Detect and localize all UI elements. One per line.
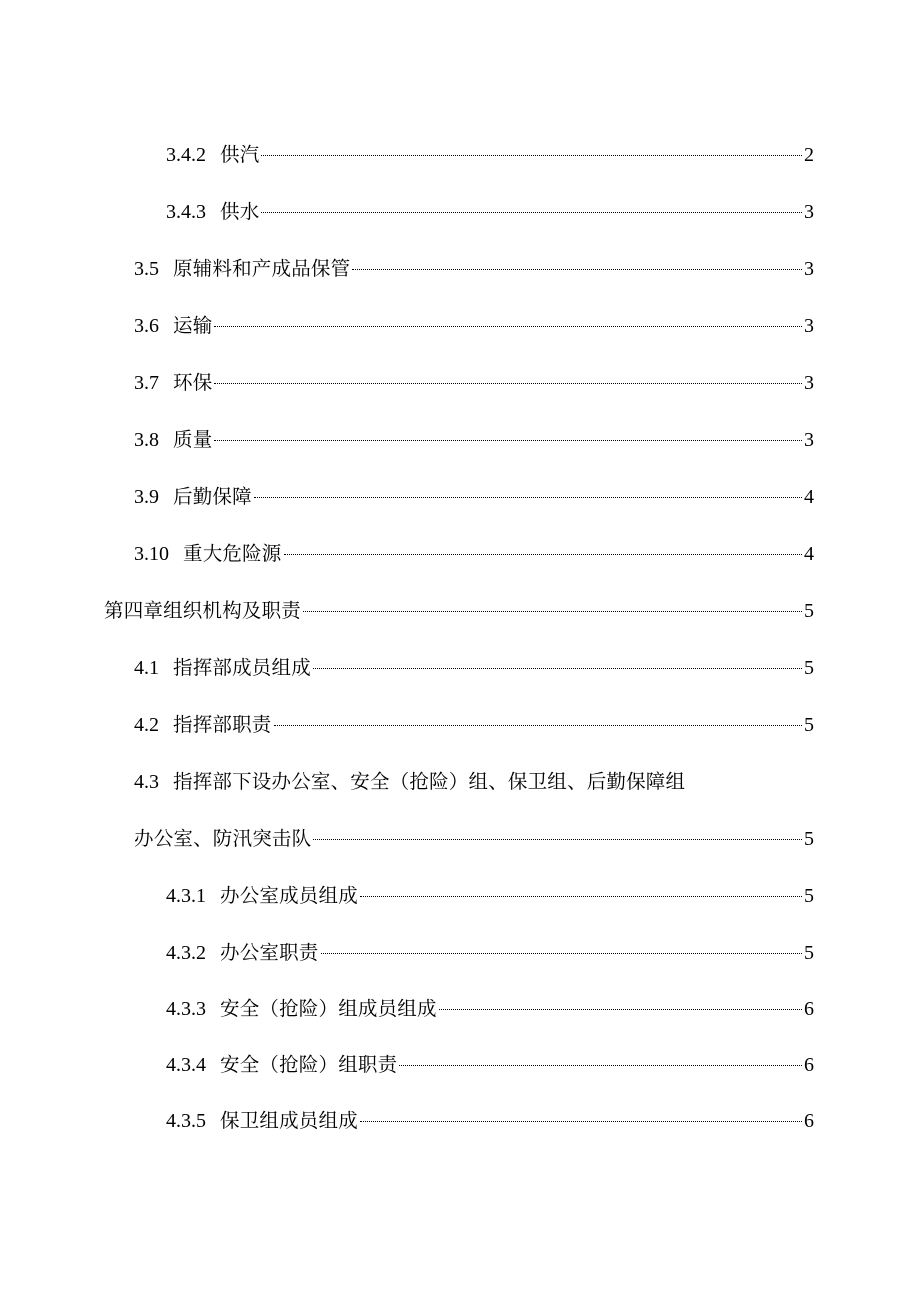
toc-entry-title: 指挥部下设办公室、安全（抢险）组、保卫组、后勤保障组 xyxy=(173,770,686,793)
toc-dot-leader xyxy=(214,326,802,327)
toc-entry-page: 5 xyxy=(804,714,814,736)
toc-entry-3-7[interactable] xyxy=(134,368,814,398)
toc-entry-4-2[interactable] xyxy=(134,710,814,740)
toc-entry-number: 4.3.4 xyxy=(166,1054,206,1076)
toc-entry-title: 供水 xyxy=(220,200,260,223)
toc-entry-number: 4.1 xyxy=(134,657,159,679)
toc-entry-title: 办公室成员组成 xyxy=(220,884,358,907)
toc-entry-number: 3.8 xyxy=(134,429,159,451)
toc-dot-leader xyxy=(214,383,802,384)
toc-entry-page: 5 xyxy=(804,600,814,622)
toc-entry-number: 3.10 xyxy=(134,543,169,565)
toc-entry-page: 4 xyxy=(804,543,814,565)
toc-entry-title: 环保 xyxy=(173,371,213,394)
toc-dot-leader xyxy=(360,896,802,897)
toc-entry-number: 3.5 xyxy=(134,258,159,280)
toc-entry-title: 原辅料和产成品保管 xyxy=(173,257,351,280)
toc-entry-title: 第四章组织机构及职责 xyxy=(104,599,302,622)
toc-entry-title: 质量 xyxy=(173,428,213,451)
toc-entry-4-3-2[interactable] xyxy=(166,938,814,968)
toc-entry-page: 5 xyxy=(804,942,814,964)
toc-entry-4-3-4[interactable] xyxy=(166,1050,814,1080)
toc-dot-leader xyxy=(352,269,802,270)
toc-dot-leader xyxy=(261,212,802,213)
toc-entry-title: 安全（抢险）组职责 xyxy=(220,1053,398,1076)
toc-entry-page: 3 xyxy=(804,258,814,280)
toc-dot-leader xyxy=(439,1009,802,1010)
toc-entry-4-3-5[interactable] xyxy=(166,1106,814,1136)
toc-entry-page: 6 xyxy=(804,1110,814,1132)
toc-entry-3-10[interactable] xyxy=(134,539,814,569)
toc-entry-title: 办公室、防汛突击队 xyxy=(134,827,312,850)
toc-entry-number: 4.3 xyxy=(134,771,159,793)
toc-entry-title: 安全（抢险）组成员组成 xyxy=(220,997,437,1020)
toc-dot-leader xyxy=(261,155,802,156)
toc-entry-chapter-4[interactable] xyxy=(104,596,814,626)
toc-dot-leader xyxy=(399,1065,802,1066)
toc-entry-3-4-3[interactable] xyxy=(166,197,814,227)
toc-entry-title: 指挥部职责 xyxy=(173,713,272,736)
toc-entry-page: 2 xyxy=(804,144,814,166)
toc-entry-page: 5 xyxy=(804,828,814,850)
toc-entry-number: 3.4.3 xyxy=(166,201,206,223)
toc-entry-title: 指挥部成员组成 xyxy=(173,656,311,679)
toc-entry-3-6[interactable] xyxy=(134,311,814,341)
toc-entry-page: 5 xyxy=(804,657,814,679)
toc-dot-leader xyxy=(284,554,802,555)
toc-entry-number: 3.6 xyxy=(134,315,159,337)
toc-entry-title: 运输 xyxy=(173,314,213,337)
toc-entry-3-5[interactable] xyxy=(134,254,814,284)
toc-entry-page: 4 xyxy=(804,486,814,508)
toc-entry-number: 4.3.2 xyxy=(166,942,206,964)
toc-entry-page: 3 xyxy=(804,201,814,223)
toc-entry-4-3[interactable] xyxy=(134,767,685,797)
toc-entry-number: 4.2 xyxy=(134,714,159,736)
toc-dot-leader xyxy=(360,1121,802,1122)
toc-entry-title: 重大危险源 xyxy=(183,542,282,565)
toc-entry-page: 6 xyxy=(804,998,814,1020)
toc-entry-page: 3 xyxy=(804,372,814,394)
toc-entry-number: 3.7 xyxy=(134,372,159,394)
toc-dot-leader xyxy=(274,725,802,726)
toc-entry-3-4-2[interactable] xyxy=(166,140,814,170)
toc-entry-number: 4.3.5 xyxy=(166,1110,206,1132)
toc-dot-leader xyxy=(303,611,802,612)
toc-entry-page: 3 xyxy=(804,315,814,337)
toc-entry-title: 办公室职责 xyxy=(220,941,319,964)
toc-dot-leader xyxy=(321,953,802,954)
toc-entry-title: 保卫组成员组成 xyxy=(220,1109,358,1132)
toc-entry-page: 5 xyxy=(804,885,814,907)
toc-entry-number: 3.9 xyxy=(134,486,159,508)
toc-entry-4-3-continuation[interactable] xyxy=(134,824,814,854)
toc-entry-title: 后勤保障 xyxy=(173,485,252,508)
toc-entry-title: 供汽 xyxy=(220,143,260,166)
toc-entry-3-9[interactable] xyxy=(134,482,814,512)
toc-entry-number: 4.3.3 xyxy=(166,998,206,1020)
toc-dot-leader xyxy=(313,839,802,840)
toc-dot-leader xyxy=(313,668,802,669)
toc-entry-page: 3 xyxy=(804,429,814,451)
toc-entry-4-3-1[interactable] xyxy=(166,881,814,911)
toc-dot-leader xyxy=(254,497,802,498)
toc-entry-4-1[interactable] xyxy=(134,653,814,683)
toc-entry-3-8[interactable] xyxy=(134,425,814,455)
toc-dot-leader xyxy=(214,440,802,441)
toc-entry-number: 3.4.2 xyxy=(166,144,206,166)
toc-entry-number: 4.3.1 xyxy=(166,885,206,907)
toc-entry-4-3-3[interactable] xyxy=(166,994,814,1024)
toc-entry-page: 6 xyxy=(804,1054,814,1076)
